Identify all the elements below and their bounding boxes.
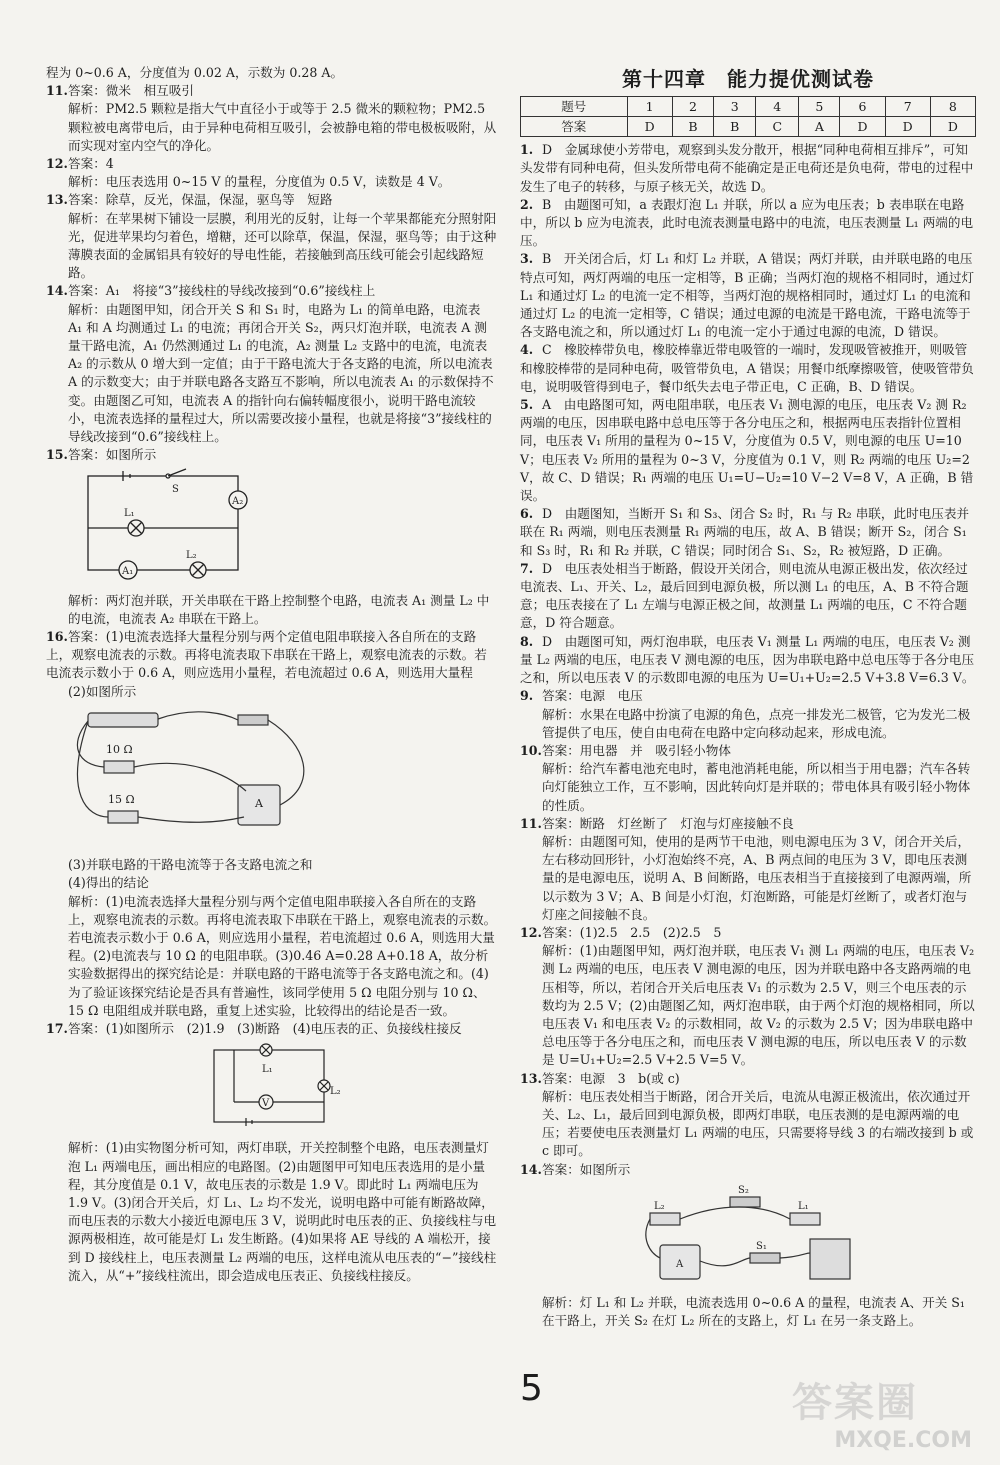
list-item: 9. 答案：电源 电压 <box>520 688 643 704</box>
q13-analysis: 解析：在苹果树下铺设一层膜，利用光的反射，让每一个苹果都能充分照射阳光，促进苹果均匀着色，增糖，还可以除草，保温，保湿，驱鸟等；由于这种薄膜表面的金属铝具有较好的导电性能，若接触到高压线可能会引起线路短路。 <box>68 210 497 281</box>
svg-text:V: V <box>262 1098 270 1110</box>
list-item-analysis: 解析：给汽车蓄电池充电时，蓄电池消耗电能，所以相当于用电器；汽车各转向灯能独立工作，互不影响，因此转向灯是并联的；带电体具有吸引轻小物体的性质。 <box>542 761 971 813</box>
watermark-logo: 答案圈 MXQE.COM <box>792 1380 972 1453</box>
svg-text:L₁: L₁ <box>124 508 135 520</box>
list-item-analysis: 解析：灯 L₁ 和 L₂ 并联，电流表选用 0~0.6 A 的量程，电流表 A、开关 S₁ 在干路上，开关 S₂ 在灯 L₂ 所在的支路上，灯 L₁ 在另一条支路上。 <box>542 1294 965 1329</box>
list-item: 14.答案：如图所示 <box>520 1161 631 1177</box>
list-item: 1. D 金属球使小芳带电，观察到头发分散开，根据“同种电荷相互排斥”，可知头发带有同种电荷，但头发所带电荷不能确定是正电荷还是负电荷，带电的过程中发生了电子的转移，与原子核无关，故选 D。 <box>520 142 974 194</box>
left-column <box>46 64 498 1285</box>
list-item-analysis: 解析：水果在电路中扮演了电源的角色，点亮一排发光二极管，它为发光二极管提供了电压，使自由电荷在电路中定向移动起来，形成电流。 <box>542 706 971 740</box>
answer-table <box>520 96 976 137</box>
q14-apparatus-figure <box>640 1183 976 1288</box>
list-item: 13.答案：电源 3 b(或 c) <box>520 1070 680 1086</box>
list-item: 12.答案：(1)2.5 2.5 (2)2.5 5 <box>520 924 722 940</box>
table-row: 题号 1 2 3 4 5 6 7 8 <box>521 97 976 117</box>
q13: 13.答案：除草，反光，保温，保湿，驱鸟等 短路 <box>46 192 333 208</box>
q17-circuit-diagram <box>206 1042 498 1133</box>
q16-analysis: 解析：(1)电流表选择大量程分别与两个定值电阻串联接入各自所在的支路上，观察电流表的示数。再将电流表取下串联在干路上，观察电流表的示数。若电流表示数小于 0.6 A，则应选用小量程，若电流超过 0.6 A，则选用大量程。(2)电流表与 10 Ω 的电阻串联。(3)0.46 A=0.28 A+0.18 A，故分析实验数据得出的探究结论是：并联电路的干路电流等于各支路电流之和。(4)为了验证该探究结论是否具有普遍性，该同学使用 5 Ω 电阻分别与 10 Ω、15 Ω 电阻组成并联电路，重复上述实验，比较得出的结论是否一致。 <box>68 893 497 1018</box>
right-items <box>520 141 976 1330</box>
q17-analysis: 解析：(1)由实物图分析可知，两灯串联，开关控制整个电路，电压表测量灯泡 L₁ 两端电压，画出相应的电路图。(2)由题图甲可知电压表选用的是小量程，其分度值是 0.1 V，故电压表的示数是 1.9 V。即此时 L₁ 两端电压为 1.9 V。(3)闭合开关后，灯 L₁、L₂ 均不发光，说明电路中可能有断路故障，而电压表的示数大小接近电源电压 3 V，说明此时电压表的正、负接线柱与电源两极相连，故可能是灯 L₁ 发生断路。(4)如果将 AE 导线的 A 端松开，接到 D 接线柱上，电压表测量 L₂ 两端的电压，这样电流从电压表的“−”接线柱流入，从“+”接线柱流出，即会造成电压表正、负接线柱接反。 <box>68 1140 497 1283</box>
resistor-10-label: 10 Ω <box>106 742 133 756</box>
q16: 16.答案：(1)电流表选择大量程分别与两个定值电阻串联接入各自所在的支路上，观察电流表的示数。再将电流表取下串联在干路上，观察电流表的示数。若电流表示数小于 0.6 A，则应选用小量程，若电流超过 0.6 A，则选用大量程 <box>46 629 487 681</box>
circuit-diagram-icon <box>68 468 248 580</box>
svg-text:A₁: A₁ <box>122 566 134 578</box>
q11: 11.答案：微米 相互吸引 <box>46 83 194 99</box>
apparatus-icon <box>640 1183 860 1283</box>
list-item: 5. A 由电路图可知，两电阻串联，电压表 V₁ 测电源的电压，电压表 V₂ 测 R₂ 两端的电压，因串联电路中总电压等于各分电压之和，根据两电压表指针位置相同，电压表 V₁ 所用的量程为 0~15 V，分度值为 0.5 V，则电源的电压 U=10 V；电压表 V₂ 所用的量程为 0~3 V，分度值为 0.1 V，则 R₂ 两端的电压 U₂=2 V，故 C、D 错误；R₁ 两端的电压 U₁=U−U₂=10 V−2 V=8 V，A 正确，B 错误。 <box>520 397 974 504</box>
svg-text:L₂: L₂ <box>654 1200 665 1212</box>
q15-analysis: 解析：两灯泡并联，开关串联在干路上控制整个电路，电流表 A₁ 测量 L₂ 中的电流，电流表 A₂ 串联在干路上。 <box>68 592 490 626</box>
svg-text:L₁: L₁ <box>798 1200 809 1212</box>
svg-text:S₁: S₁ <box>756 1240 767 1252</box>
table-row: 答案 D B B C A D D D <box>521 117 976 137</box>
svg-text:A₂: A₂ <box>232 496 244 508</box>
q16-part4: (4)得出的结论 <box>68 875 149 891</box>
svg-text:L₂: L₂ <box>186 550 197 562</box>
q12: 12.答案：4 <box>46 156 114 172</box>
svg-text:S₂: S₂ <box>738 1184 749 1196</box>
svg-text:L₁: L₁ <box>262 1064 273 1076</box>
list-item: 3. B 开关闭合后，灯 L₁ 和灯 L₂ 并联，A 错误；两灯并联，由并联电路的电压特点可知，两灯两端的电压一定相等，B 正确；当两灯泡的规格不相同时，通过灯 L₁ 和通过灯 L₂ 的电流一定不相等，当两灯泡的规格相同时，通过灯 L₁ 的电流和通过灯 L₂ 的电流一定相等，C 错误；通过电源的电流是干路电流，干路电流等于各支路电流之和，所以通过灯 L₁ 的电流一定小于通过电源的电流，D 错误。 <box>520 251 975 340</box>
apparatus-icon <box>68 705 328 845</box>
circuit-diagram-icon <box>206 1042 346 1128</box>
q15: 15.答案：如图所示 <box>46 447 157 463</box>
chapter-title: 第十四章 能力提优测试卷 <box>622 67 874 91</box>
q16-apparatus-figure <box>68 705 498 850</box>
list-item: 10.答案：用电器 并 吸引轻小物体 <box>520 742 731 758</box>
q14-analysis: 解析：由题图甲知，闭合开关 S 和 S₁ 时，电路为 L₁ 的简单电路，电流表 A₁ 和 A 均测通过 L₁ 的电流；再闭合开关 S₂，两只灯泡并联，电流表 A 测量干路电流，A₁ 仍然测通过 L₁ 的电流，A₂ 测量 L₂ 支路中的电流，电流表 A₂ 的示数从 0 增大到一定值；由于干路电流大于各支路的电流，所以电流表 A 的示数变大；由于并联电路各支路互不影响，所以电流表 A₁ 的示数保持不变。由题图乙可知，电流表 A 的指针向右偏转幅度很小，说明干路电流较小，电流表选择的量程过大，所以需要改接小量程，也就是将接“3”接线柱的导线改接到“0.6”接线柱上。 <box>68 301 494 445</box>
list-item: 6. D 由题图知，当断开 S₁ 和 S₃、闭合 S₂ 时，R₁ 与 R₂ 串联，此时电压表并联在 R₁ 两端，则电压表测量 R₁ 两端的电压，故 A、B 错误；断开 S₂，闭合 S₁ 和 S₃ 时，R₁ 和 R₂ 并联，C 错误；同时闭合 S₁、S₂，R₂ 被短路，D 正确。 <box>520 506 970 558</box>
q14: 14.答案：A₁ 将接“3”接线柱的导线改接到“0.6”接线柱上 <box>46 283 376 299</box>
page-number: 5 <box>520 1368 543 1409</box>
q16-part2: (2)如图所示 <box>68 683 137 699</box>
q11-analysis: 解析：PM2.5 颗粒是指大气中直径小于或等于 2.5 微米的颗粒物；PM2.5 颗粒被电离带电后，由于异种电荷相互吸引，会被静电箱的带电极板吸附，从而实现对室内空气的净化。 <box>68 101 497 153</box>
list-item: 8. D 由题图可知，两灯泡串联，电压表 V₁ 测量 L₁ 两端的电压，电压表 V₂ 测量 L₂ 两端的电压，电压表 V 测电源的电压，因为串联电路中总电压等于各分电压之和，所以电压表 V 的示数即电源的电压为 U=U₁+U₂=2.5 V+3.8 V=6.3 V。 <box>520 633 975 686</box>
intro-line: 程为 0~0.6 A，分度值为 0.02 A，示数为 0.28 A。 <box>46 65 344 80</box>
svg-text:A: A <box>676 1258 684 1270</box>
resistor-15-label: 15 Ω <box>108 792 135 806</box>
q17: 17.答案：(1)如图所示 (2)1.9 (3)断路 (4)电压表的正、负接线柱接反 <box>46 1020 462 1036</box>
list-item: 7. D 电压表处相当于断路，假设开关闭合，则电流从电源正极出发，依次经过电流表、L₁、开关、L₂，最后回到电源负极，所以测 L₁ 的电压，A、B 不符合题意；电压表接在了 L₁ 左端与电源正极之间，故测量 L₁ 两端的电压，C 不符合题意，D 符合题意。 <box>520 560 969 631</box>
list-item-analysis: 解析：电压表处相当于断路，闭合开关后，电流从电源正极流出，依次通过开关、L₂、L₁，最后回到电源负极，即两灯串联，电压表测的是电源两端的电压；若要使电压表测量灯 L₁ 两端的电压，只需要将导线 3 的右端改接到 b 或 c 即可。 <box>542 1088 974 1159</box>
q16-part3: (3)并联电路的干路电流等于各支路电流之和 <box>68 857 313 873</box>
svg-text:L₂: L₂ <box>330 1086 341 1098</box>
list-item: 4. C 橡胶棒带负电，橡胶棒靠近带电吸管的一端时，发现吸管被推开，则吸管和橡胶棒带的是同种电荷，吸管带负电，A 错误；用餐巾纸摩擦吸管，使吸管带负电，说明吸管得到电子，餐巾纸失去电子带正电，C 正确，B、D 错误。 <box>520 342 974 394</box>
list-item: 2. B 由题图可知，a 表跟灯泡 L₁ 并联，所以 a 应为电压表；b 表串联在电路中，所以 b 应为电流表，此时电流表测量电路中的电流，电压表测量 L₁ 两端的电压。 <box>520 196 974 249</box>
q12-analysis: 解析：电压表选用 0~15 V 的量程，分度值为 0.5 V，读数是 4 V。 <box>68 174 451 190</box>
right-column <box>520 66 976 1330</box>
list-item-analysis: 解析：(1)由题图甲知，两灯泡并联，电压表 V₁ 测 L₁ 两端的电压，电压表 V₂ 测 L₂ 两端的电压，电压表 V 测电源的电压，因为并联电路中各支路两端的电压相等，所以，若闭合开关后电压表 V₁ 的示数为 2.5 V，则三个电压表的示数均为 2.5 V；(2)由题图乙知，两灯泡串联，由于两个灯泡的规格相同，所以电压表 V₁ 和电压表 V₂ 的示数相同，故 V₂ 的示数为 2.5 V；因为串联电路中总电压等于各分电压之和，而电压表 V 测电源的电压，所以电压表 V 的示数是 U=U₁+U₂=2.5 V+2.5 V=5 V。 <box>542 943 975 1068</box>
svg-text:A: A <box>255 796 263 810</box>
list-item-analysis: 解析：由题图可知，使用的是两节干电池，则电源电压为 3 V，闭合开关后，左右移动回形针，小灯泡始终不亮，A、B 两点间的电压为 3 V，即电压表测量的是电源电压，说明 A、B 间断路，电压表相当于直接接到了电源两端，所以示数为 3 V；A、B 间是小灯泡，灯泡断路，可能是灯丝断了，或者灯泡与灯座之间接触不良。 <box>542 833 972 922</box>
list-item: 11.答案：断路 灯丝断了 灯泡与灯座接触不良 <box>520 815 794 831</box>
svg-text:S: S <box>172 484 179 496</box>
q15-circuit-diagram <box>68 468 498 585</box>
